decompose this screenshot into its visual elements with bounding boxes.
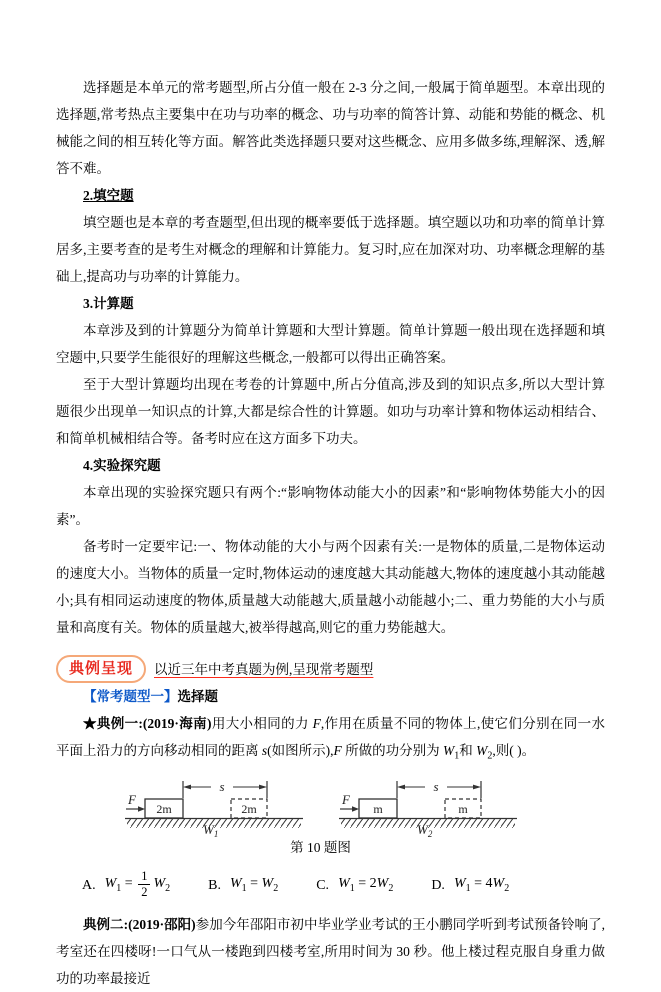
subscript: 1 bbox=[454, 750, 460, 762]
example2-text: 参加今年邵阳市初中毕业学业考试的王小鹏同学听到考试预备铃响了,考室还在四楼呀!一口气从一楼跑到四楼考室,所用时间为 30 秒。他上楼过程克服自身重力做功的功率最接近 bbox=[56, 916, 605, 986]
variable-W2: W bbox=[376, 875, 389, 891]
option-c bbox=[316, 870, 393, 902]
distance-marker bbox=[183, 778, 267, 798]
variable-F: F bbox=[333, 743, 342, 758]
variable-F: F bbox=[312, 716, 321, 731]
example1-text: ,则( )。 bbox=[492, 743, 536, 758]
variable-W2: W bbox=[492, 875, 505, 891]
work-label-w2: $W_2$ bbox=[416, 821, 432, 839]
paragraph-calculation-overview-2: 至于大型计算题均出现在考卷的计算题中,所占分值高,涉及到的知识点多,所以大型计算题很少出现单一知识点的计算,大都是综合性的计算题。如功与功率计算和物体运动相结合、和简单机械相结合等。备考时应在这方面多下功夫。 bbox=[56, 377, 605, 446]
ground-hatching bbox=[341, 819, 515, 828]
variable-W1: W bbox=[338, 875, 350, 891]
answer-options-row bbox=[82, 863, 605, 909]
coefficient: 2 bbox=[369, 875, 377, 891]
option-a-label: A. bbox=[82, 878, 96, 894]
force-label: F bbox=[341, 791, 350, 807]
variable-s: s bbox=[261, 743, 268, 758]
diagram-left-block-2m bbox=[119, 773, 309, 837]
variable-W1: W bbox=[453, 875, 466, 891]
subscript: 1 bbox=[465, 882, 471, 894]
subscript: 1 bbox=[349, 882, 355, 894]
option-b-label: B. bbox=[208, 878, 221, 894]
option-c-formula bbox=[338, 870, 393, 902]
example1-prefix: ★典例一:(2019·海南) bbox=[83, 716, 212, 731]
force-label: F bbox=[127, 791, 136, 807]
subscript: 1 bbox=[241, 882, 247, 894]
ground-hatching bbox=[127, 819, 301, 828]
example2-prefix: 典例二:(2019·邵阳) bbox=[83, 916, 196, 932]
example1-text: ,作用在质量不同的物体上,使它们分别在同一水平面上沿力的方向移动相同的距离 bbox=[56, 716, 606, 758]
example1-text: 用大小相同的力 bbox=[211, 716, 313, 731]
subscript: 1 bbox=[116, 883, 122, 895]
distance-label: s bbox=[432, 778, 439, 794]
equals-sign: = bbox=[358, 875, 367, 891]
option-d-label: D. bbox=[431, 878, 445, 894]
force-arrow-icon bbox=[126, 806, 145, 811]
paragraph-experiment-overview-1: 本章出现的实验探究题只有两个:“影响物体动能大小的因素”和“影响物体势能大小的因素”。 bbox=[56, 485, 605, 527]
paragraph-experiment-overview-2: 备考时一定要牢记:一、物体动能的大小与两个因素有关:一是物体的质量,二是物体运动的速度大小。当物体的质量一定时,物体运动的速度越大其动能越大,物体的速度越小其动能越小;具有相同运动速度的物体,质量越大动能越大,质量越小动能越小;二、重力势能的大小与质量和高度有关。物体的质量越大,被举得越高,则它的重力势能越大。 bbox=[56, 539, 605, 635]
variable-W1: W bbox=[104, 876, 117, 892]
solid-block-label: 2m bbox=[155, 801, 172, 816]
option-a bbox=[82, 869, 170, 902]
question-type-bracket: 【常考题型一】 bbox=[83, 689, 178, 704]
heading-calculation-question: 3.计算题 bbox=[83, 296, 134, 311]
subscript: 2 bbox=[504, 882, 510, 894]
heading-fill-in-question: 2.填空题 bbox=[83, 188, 134, 203]
example1-text: 所做的功分别为 bbox=[341, 743, 444, 758]
example2-stem bbox=[56, 911, 605, 992]
work-label-w1: $W_1$ bbox=[202, 821, 218, 839]
option-a-formula bbox=[105, 869, 171, 902]
paragraph-choice-question-overview: 选择题是本单元的常考题型,所占分值一般在 2-3 分之间,一般属于简单题型。本章出现的选择题,常考热点主要集中在功与功率的概念、功与功率的简答计算、动能和势能的概念、机械能之间的相互转化等方面。解答此类选择题只要对这些概念、应用多做多练,理解深、透,解答不难。 bbox=[56, 80, 605, 176]
showcase-caption: 以近三年中考真题为例,呈现常考题型 bbox=[154, 662, 374, 677]
ghost-block-label: m bbox=[457, 801, 468, 816]
variable-W1: W bbox=[443, 743, 455, 758]
question-type-name: 选择题 bbox=[177, 689, 218, 704]
variable-W2: W bbox=[261, 875, 274, 891]
variable-W1: W bbox=[229, 875, 242, 891]
paragraph-calculation-overview-1: 本章涉及到的计算题分为简单计算题和大型计算题。简单计算题一般出现在选择题和填空题中,只要学生能很好的理解这些概念,一般都可以得出正确答案。 bbox=[56, 323, 605, 365]
option-c-label: C. bbox=[316, 878, 330, 894]
example1-text: 和 bbox=[459, 743, 477, 758]
paragraph-fill-in-overview: 填空题也是本章的考查题型,但出现的概率要低于选择题。填空题以功和功率的简单计算居多,主要考查的是考生对概念的理解和计算能力。复习时,应在加深对功、功率概念理解的基础上,提高功与功率的计算能力。 bbox=[56, 215, 605, 284]
figure-caption: 第 10 题图 bbox=[290, 839, 351, 855]
solid-block-label: m bbox=[372, 801, 383, 816]
heading-experiment-question: 4.实验探究题 bbox=[83, 458, 161, 473]
distance-label: s bbox=[218, 778, 225, 794]
subscript: 2 bbox=[487, 750, 493, 762]
showcase-header bbox=[56, 643, 605, 683]
option-d bbox=[431, 870, 509, 902]
option-b bbox=[208, 870, 278, 902]
option-d-formula bbox=[454, 870, 509, 902]
question-type-heading bbox=[56, 683, 605, 710]
fraction-one-half: $\frac{1}{2}$ bbox=[138, 869, 150, 899]
force-arrow-icon bbox=[340, 806, 359, 811]
figure-diagrams bbox=[46, 773, 595, 837]
equals-sign: = bbox=[250, 875, 259, 891]
coefficient: 4 bbox=[485, 875, 493, 891]
subscript: 2 bbox=[165, 883, 171, 895]
option-b-formula bbox=[230, 870, 278, 902]
showcase-badge: 典例呈现 bbox=[56, 655, 146, 683]
example1-stem bbox=[56, 710, 605, 770]
question-figure bbox=[46, 773, 595, 859]
example1-text: (如图所示), bbox=[267, 743, 334, 758]
variable-W2: W bbox=[153, 876, 166, 892]
variable-W2: W bbox=[476, 743, 488, 758]
subscript: 2 bbox=[388, 882, 394, 894]
equals-sign: = bbox=[474, 875, 483, 891]
ghost-block-label: 2m bbox=[240, 801, 257, 816]
diagram-right-block-m bbox=[333, 773, 523, 837]
equals-sign: = bbox=[124, 876, 133, 892]
distance-marker bbox=[397, 778, 481, 798]
subscript: 2 bbox=[273, 882, 279, 894]
